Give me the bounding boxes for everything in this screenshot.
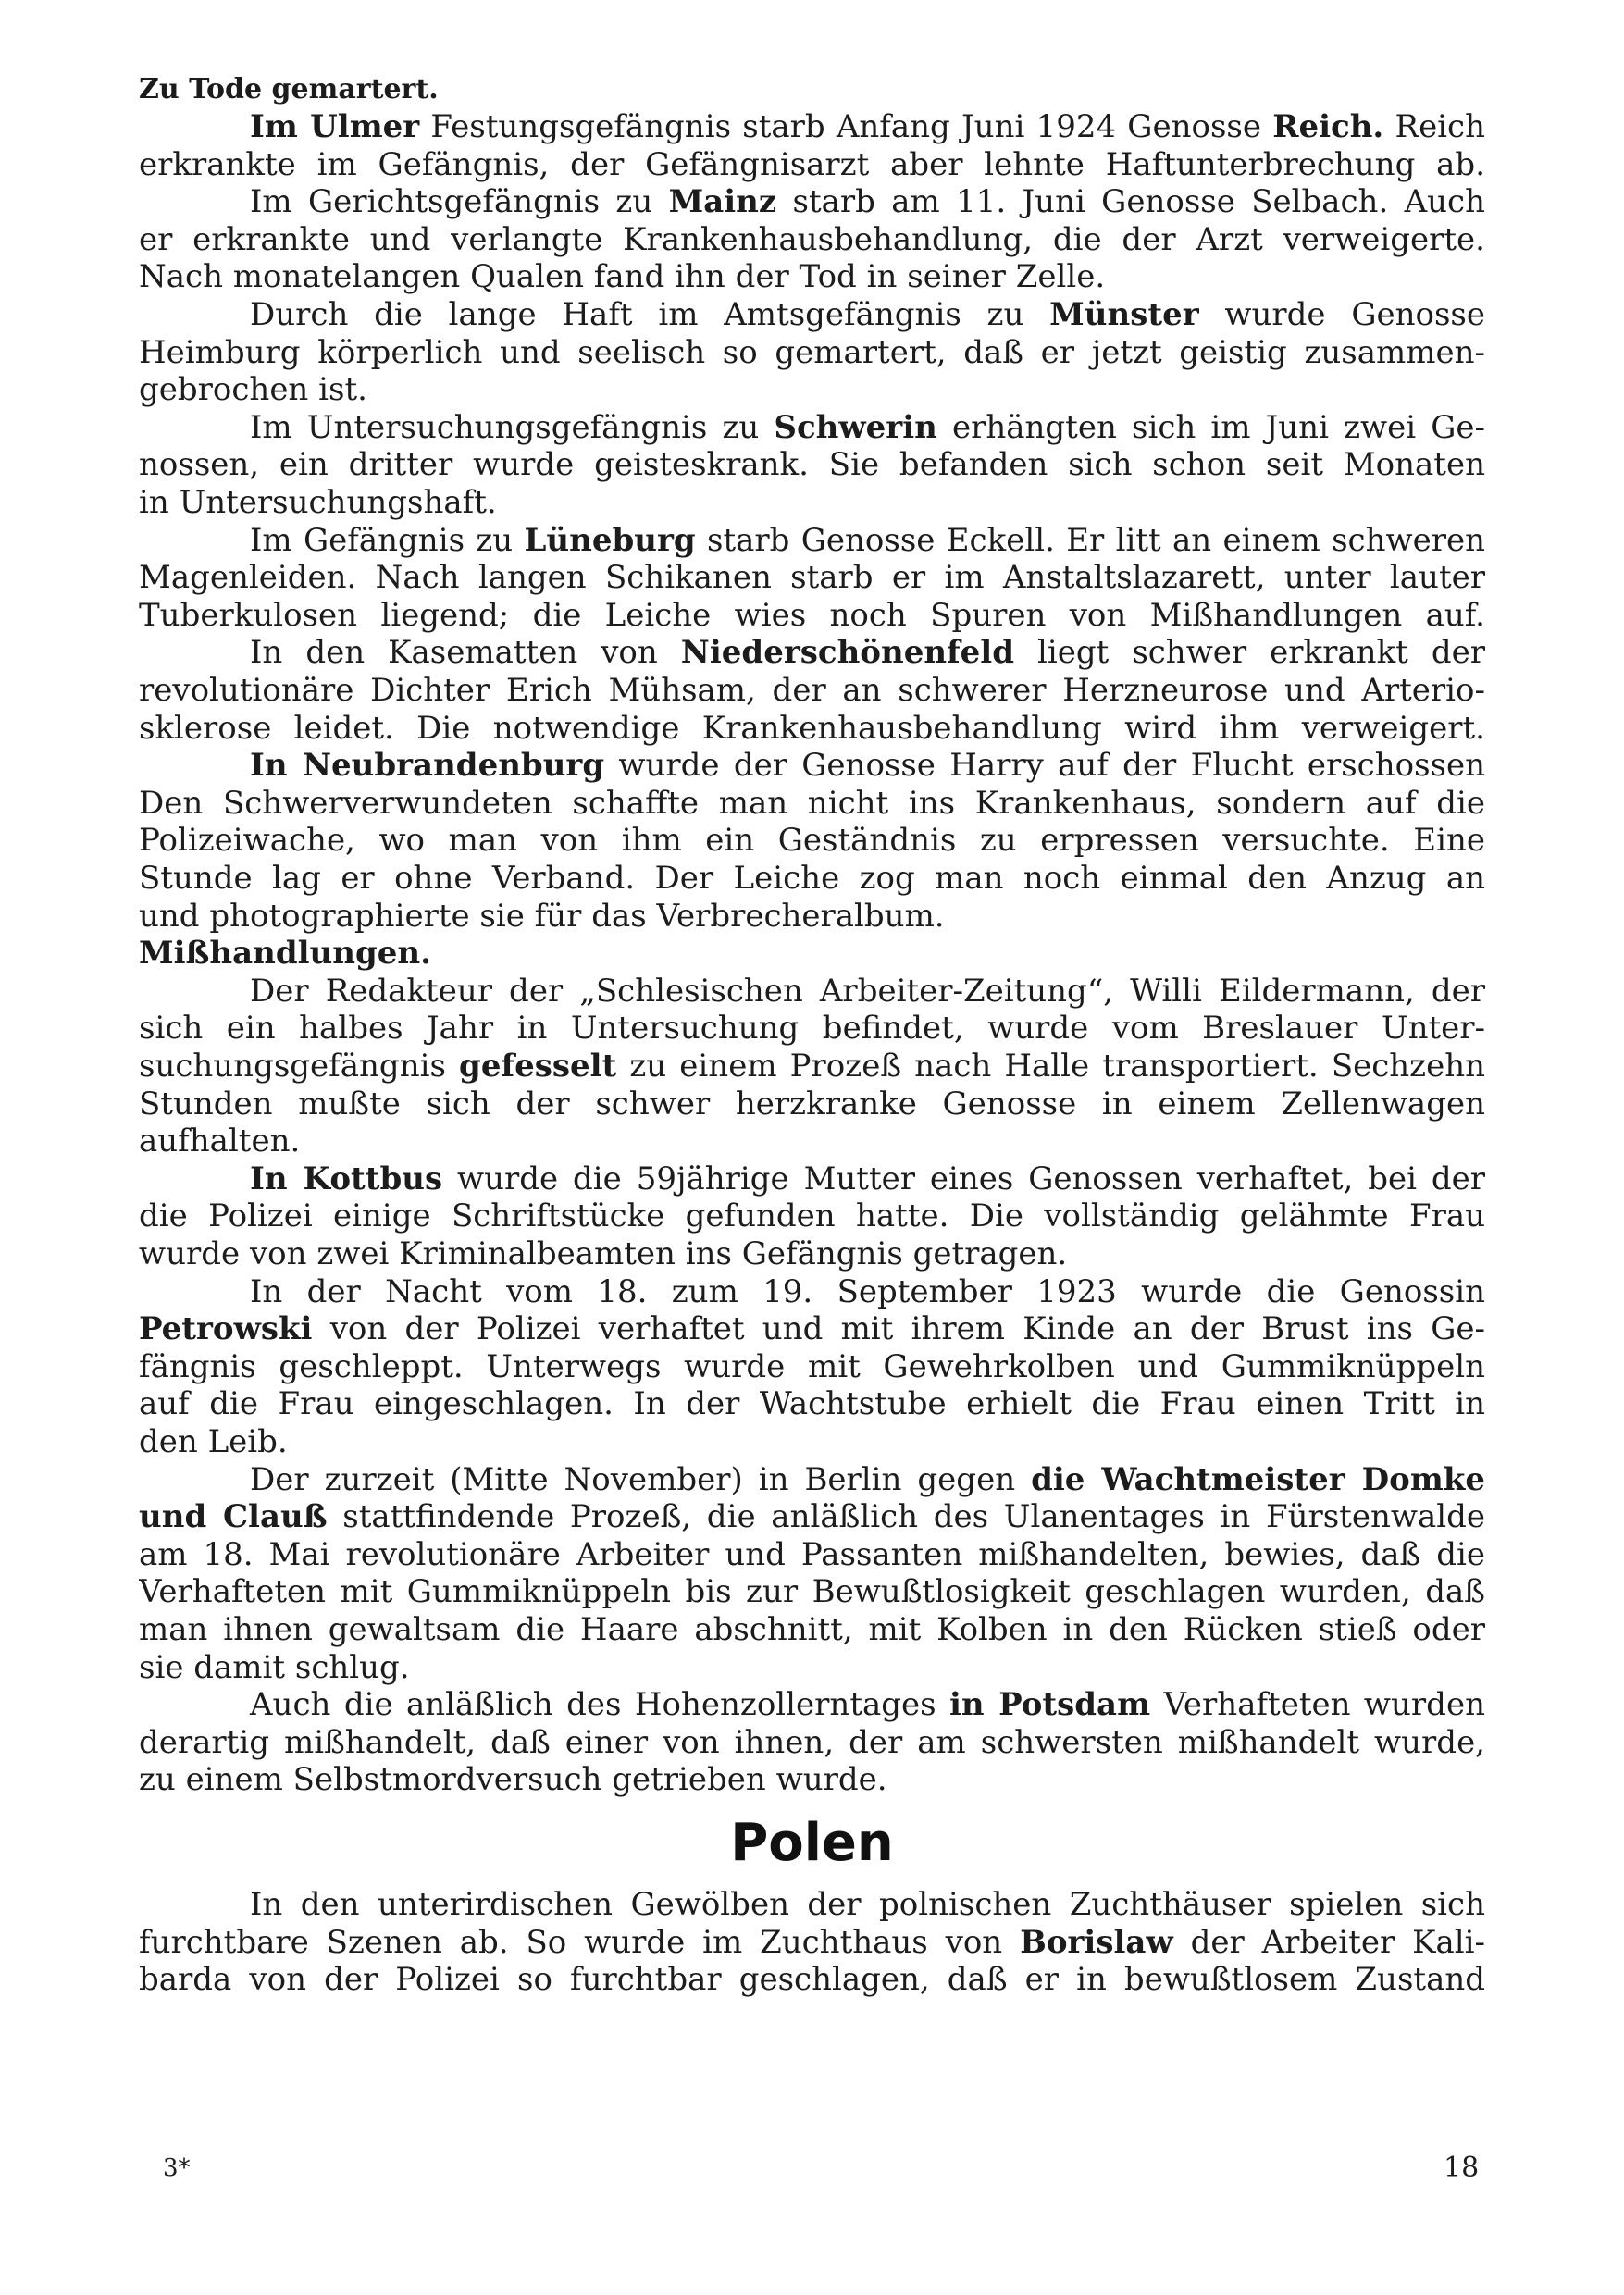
text-run: fängnis geschleppt. Unterwegs wurde mit Gewehrkolben und Gummiknüppeln [139,1347,1485,1385]
bold-text: In Neubrandenburg [250,747,605,785]
section-heading-polen: Polen [730,1813,894,1873]
text-run: aufhalten. [139,1123,301,1160]
text-line [139,744,1485,787]
text-run: Tuberkulosen liegend; die Leiche wies noch Spuren von Mißhandlungen auf. [139,596,1485,634]
text-line [139,594,1485,637]
text-line [139,819,1485,862]
text-line [139,1045,1485,1087]
text-run: In den Kasematten von [250,634,681,672]
text-line [139,1570,1485,1613]
text-run: sklerose leidet. Die notwendige Krankenhausbehandlung wird ihm verweigert. [139,709,1485,747]
text-line [139,1083,1485,1125]
text-line [139,1533,1485,1576]
text-line [139,519,1485,562]
text-run: in Untersuchungshaft. [139,484,497,521]
text-run: wurde Genosse [1198,296,1485,333]
text-run: stattfindende Prozeß, die anläßlich des Ulanentages in Fürstenwalde [327,1498,1485,1536]
text-run: Auch die anläßlich des Hohenzollerntages [250,1686,950,1724]
text-line [139,1420,1485,1463]
text-run: erhängten sich im Juni zwei Ge- [936,408,1485,446]
text-run: Reich [1383,108,1485,145]
text-run: Nach monatelangen Qualen fand ihn der Tod in seiner Zelle. [139,258,1106,296]
text-run: Im Gerichtsgefängnis zu [250,183,669,221]
text-line [139,105,1485,148]
text-line [139,406,1485,449]
text-line [139,1308,1485,1350]
bold-text: Mißhandlungen. [139,935,431,973]
text-line [139,443,1485,486]
bold-text: Niederschönenfeld [680,634,1015,672]
text-line [139,1495,1485,1538]
text-run: In den unterirdischen Gewölben der polnischen Zuchthäuser spielen sich [250,1886,1485,1923]
text-run: Den Schwerverwundeten schaffte man nicht ins Krankenhaus, sondern auf die [139,784,1485,822]
text-line [139,1458,1485,1501]
text-line [139,1271,1485,1313]
text-line [139,1646,1485,1689]
text-run: wurde von zwei Kriminalbeamten ins Gefängnis getragen. [139,1235,1068,1272]
text-run: zu einem Prozeß nach Halle transportiert. Sechzehn [616,1048,1485,1085]
text-line [139,481,1485,524]
text-line [139,1758,1485,1801]
bold-text: Borislaw [1020,1923,1173,1961]
text-line [139,293,1485,336]
text-run: furchtbare Szenen ab. So wurde im Zuchthaus von [139,1923,1021,1961]
text-run: Im Untersuchungsgefängnis zu [250,408,775,446]
bold-text: Lüneburg [524,521,696,559]
bold-text: gefesselt [459,1048,617,1085]
text-run: derartig mißhandelt, daß einer von ihnen, der am schwersten mißhandelt wurde, [139,1723,1485,1761]
text-line [139,1120,1485,1162]
text-run: der Arbeiter Kali- [1172,1923,1485,1961]
text-run: wurde die 59jährige Mutter eines Genossen verhaftet, bei der [442,1160,1485,1197]
page-number: 18 [1444,2152,1480,2184]
text-run: Verhafteten mit Gummiknüppeln bis zur Bewußtlosigkeit geschlagen wurden, daß [139,1573,1485,1611]
text-line [139,1007,1485,1049]
text-line [139,143,1485,186]
text-run: Heimburg körperlich und seelisch so gemartert, daß er jetzt geistig zusammen- [139,333,1485,371]
text-line [139,1233,1485,1275]
bold-text: Schwerin [774,408,937,446]
text-run: und photographierte sie für das Verbrecheralbum. [139,897,945,935]
bold-text: die Wachtmeister Domke [1031,1460,1485,1498]
text-run: den Leib. [139,1423,288,1460]
text-run: Polizeiwache, wo man von ihm ein Geständnis zu erpressen versuchte. Eine [139,822,1485,860]
text-line [139,218,1485,261]
signature-mark: 3* [163,2154,191,2182]
bold-text: Münster [1049,296,1199,333]
text-line [139,1346,1485,1388]
text-run: suchungsgefängnis [139,1048,460,1085]
text-run: am 18. Mai revolutionäre Arbeiter und Passanten mißhandelten, bewies, daß die [139,1535,1485,1573]
text-line [139,782,1485,825]
text-line [139,857,1485,899]
bold-text: und Clauß [139,1498,328,1536]
bold-text: in Potsdam [949,1686,1151,1724]
text-line [139,1195,1485,1237]
text-run: er erkrankte und verlangte Krankenhausbehandlung, die der Arzt verweigerte. [139,220,1485,258]
text-run: man ihnen gewaltsam die Haare abschnitt, mit Kolben in den Rücken stieß oder [139,1611,1485,1648]
text-line [139,1158,1485,1200]
text-run: revolutionäre Dichter Erich Mühsam, der an schwerer Herzneurose und Arterio- [139,672,1485,709]
text-run: liegt schwer erkrankt der [1014,634,1485,672]
text-run: die Polizei einige Schriftstücke gefunden hatte. Die vollständig gelähmte Frau [139,1197,1485,1235]
bold-text: Reich. [1272,108,1384,145]
text-run: zu einem Selbstmordversuch getrieben wurde. [139,1761,887,1799]
text-run: Festungsgefängnis starb Anfang Juni 1924 Genosse [419,108,1273,145]
text-run: auf die Frau eingeschlagen. In der Wachtstube erhielt die Frau einen Tritt in [139,1385,1485,1423]
text-line [139,180,1485,223]
text-line [139,1883,1485,1926]
heading-zu-tode-gemartert: Zu Tode gemartert. [139,73,439,105]
text-run: Durch die lange Haft im Amtsgefängnis zu [250,296,1050,333]
text-run: barda von der Polizei so furchtbar geschlagen, daß er in bewußtlosem Zustand [139,1961,1485,1999]
text-run: Im Gefängnis zu [250,521,525,559]
text-line [139,556,1485,599]
text-run: gebrochen ist. [139,371,367,409]
text-run: Verhafteten wurden [1150,1686,1485,1724]
text-run: Der zurzeit (Mitte November) in Berlin gegen [250,1460,1032,1498]
text-line [139,1608,1485,1651]
text-line [139,669,1485,712]
text-run: von der Polizei verhaftet und mit ihrem Kinde an der Brust ins Ge- [312,1310,1485,1348]
text-line [139,331,1485,374]
text-run: sich ein halbes Jahr in Untersuchung befindet, wurde vom Breslauer Unter- [139,1010,1485,1048]
text-line [139,707,1485,750]
text-line [139,1921,1485,1964]
text-run: nossen, ein dritter wurde geisteskrank. Sie befanden sich schon seit Monaten [139,446,1485,484]
text-line [139,970,1485,1012]
text-run: starb am 11. Juni Genosse Selbach. Auch [776,183,1485,221]
bold-text: Petrowski [139,1310,313,1348]
text-line [139,1683,1485,1726]
text-run: Magenleiden. Nach langen Schikanen starb er im Anstaltslazarett, unter lauter [139,559,1485,597]
text-line [139,255,1485,298]
text-run: Stunde lag er ohne Verband. Der Leiche zog man noch einmal den Anzug an [139,860,1485,897]
text-line [139,1721,1485,1764]
text-run: starb Genosse Eckell. Er litt an einem schweren [695,521,1485,559]
bold-text: In Kottbus [250,1160,443,1197]
text-run: sie damit schlug. [139,1648,410,1686]
text-run: wurde der Genosse Harry auf der Flucht erschossen [604,747,1485,785]
text-run: In der Nacht vom 18. zum 19. September 1923 wurde die Genossin [250,1272,1485,1310]
text-run: Der Redakteur der „Schlesischen Arbeiter-Zeitung“, Willi Eildermann, der [250,972,1485,1010]
text-run: erkrankte im Gefängnis, der Gefängnisarzt aber lehnte Haftunterbrechung ab. [139,145,1485,183]
text-line [139,1958,1485,2001]
text-line [139,895,1485,937]
bold-text: Im Ulmer [250,108,420,145]
bold-text: Mainz [668,183,777,221]
text-line [139,631,1485,674]
text-line [139,1383,1485,1425]
text-line [139,368,1485,411]
text-line [139,932,1485,974]
text-run: Stunden mußte sich der schwer herzkranke Genosse in einem Zellenwagen [139,1085,1485,1123]
